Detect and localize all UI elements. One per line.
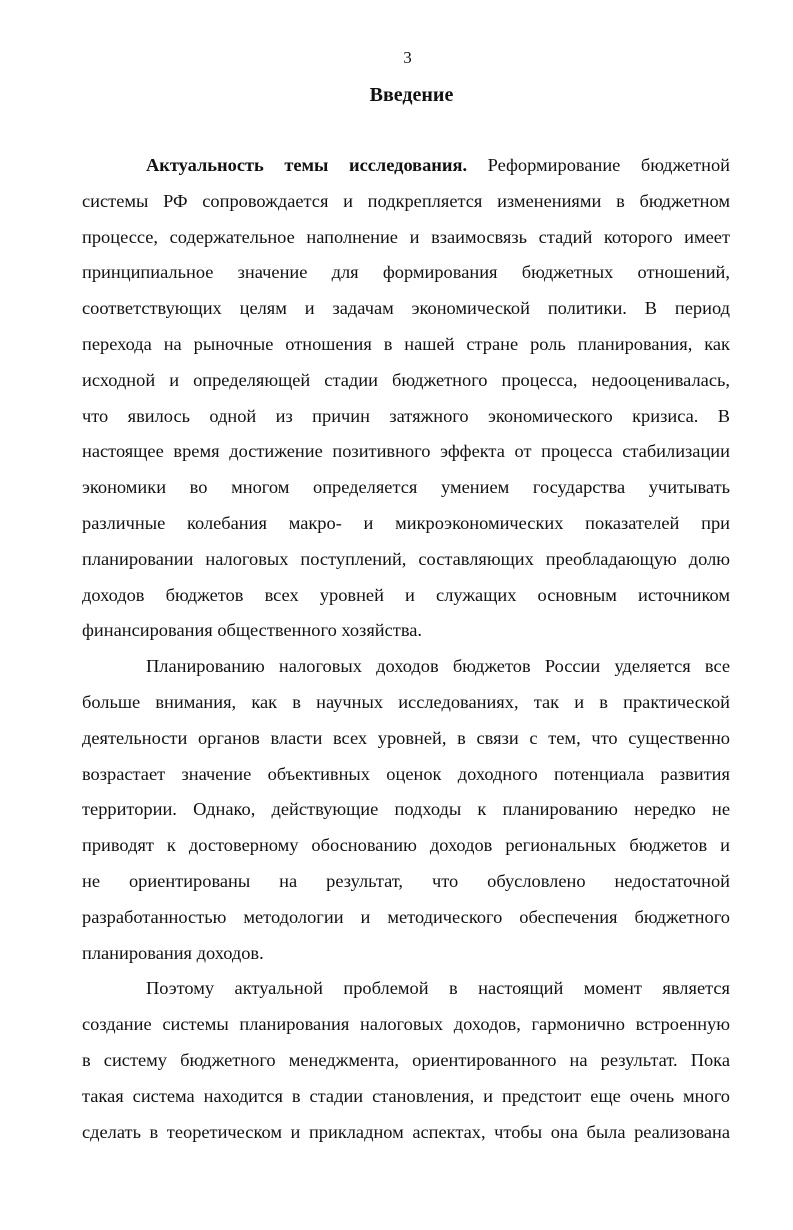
text-line: процессе, содержательное наполнение и взаимосвязь стадий которого имеет	[82, 226, 730, 247]
text-line: настоящее время достижение позитивного эффекта от процесса стабилизации	[82, 441, 730, 462]
text-line: в систему бюджетного менеджмента, ориентированного на результат. Пока	[82, 1049, 730, 1070]
text-line: системы РФ сопровождается и подкрепляется изменениями в бюджетном	[82, 190, 730, 211]
text-line: возрастает значение объективных оценок доходного потенциала развития	[82, 763, 730, 784]
text-line: различные колебания макро- и микроэкономических показателей при	[82, 512, 730, 533]
text-line: перехода на рыночные отношения в нашей стране роль планирования, как	[82, 333, 730, 354]
paragraph-problem	[82, 971, 730, 1150]
paragraph-planning	[82, 649, 730, 971]
text-line: финансирования общественного хозяйства.	[82, 620, 423, 641]
text-line: экономики во многом определяется умением государства учитывать	[82, 477, 730, 498]
text-line: планировании налоговых поступлений, составляющих преобладающую долю	[82, 548, 730, 569]
text-line: соответствующих целям и задачам экономической политики. В период	[82, 298, 730, 319]
page-number: 3	[403, 48, 412, 67]
section-title: Введение	[369, 84, 454, 106]
text-line: исходной и определяющей стадии бюджетного процесса, недооценивалась,	[82, 369, 730, 390]
text-line: что явилось одной из причин затяжного экономического кризиса. В	[82, 405, 730, 426]
text-line: принципиальное значение для формирования бюджетных отношений,	[82, 262, 730, 283]
text-line: не ориентированы на результат, что обусловлено недостаточной	[82, 870, 730, 891]
text-line: разработанностью методологии и методического обеспечения бюджетного	[82, 906, 730, 927]
text-line: Актуальность темы исследования. Реформирование бюджетной	[146, 155, 730, 175]
lead-phrase: Актуальность темы исследования.	[146, 155, 468, 175]
text-line: приводят к достоверному обоснованию доходов региональных бюджетов и	[82, 835, 730, 856]
text-line: деятельности органов власти всех уровней, в связи с тем, что существенно	[82, 727, 730, 748]
text-line: планирования доходов.	[82, 942, 264, 963]
text-line: сделать в теоретическом и прикладном аспектах, чтобы она была реализована	[82, 1121, 730, 1142]
text-line: больше внимания, как в научных исследованиях, так и в практической	[82, 691, 730, 712]
text-line: Поэтому актуальной проблемой в настоящий момент является	[146, 978, 730, 999]
paragraph-relevance	[82, 148, 730, 649]
text-line: создание системы планирования налоговых доходов, гармонично встроенную	[82, 1014, 730, 1035]
document-body	[82, 148, 730, 1150]
text-line: такая система находится в стадии становления, и предстоит еще очень много	[82, 1085, 730, 1106]
text-line: территории. Однако, действующие подходы к планированию нередко не	[82, 799, 730, 820]
text-line: Планированию налоговых доходов бюджетов России уделяется все	[146, 656, 730, 677]
text-line: доходов бюджетов всех уровней и служащих основным источником	[82, 584, 730, 605]
